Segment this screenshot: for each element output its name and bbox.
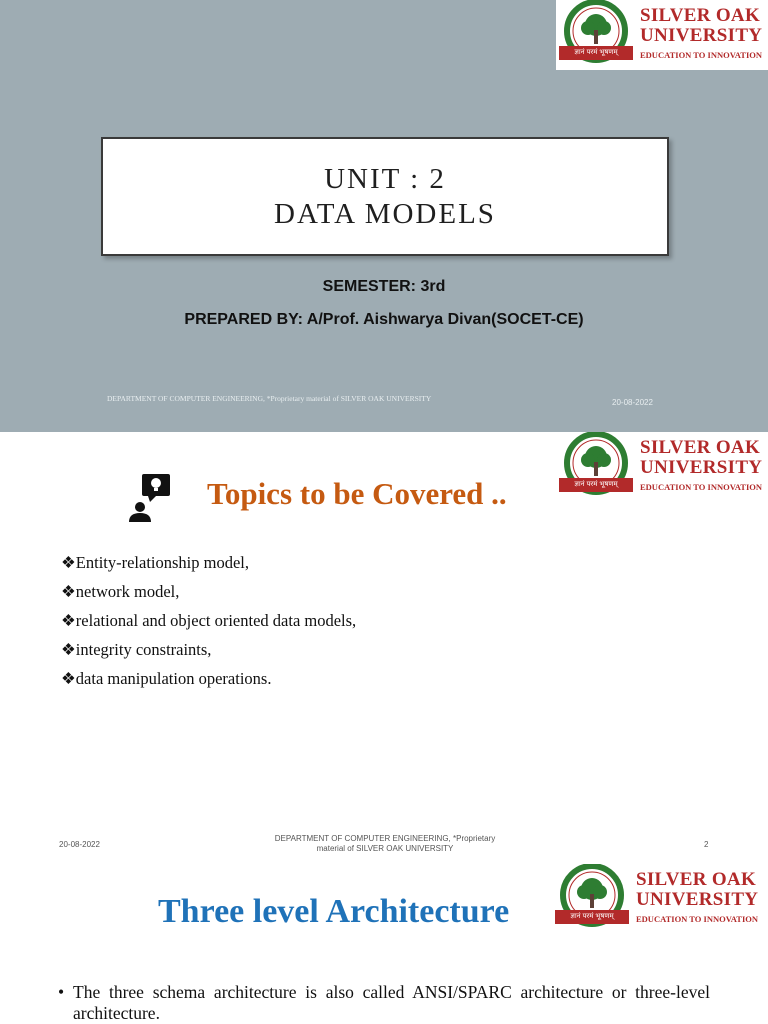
list-item: ❖integrity constraints,	[61, 640, 212, 659]
list-item: ❖network model,	[61, 582, 180, 601]
footer-date: 20-08-2022	[59, 840, 100, 849]
logo-name-line2: UNIVERSITY	[640, 25, 763, 46]
topics-title: Topics to be Covered ..	[207, 476, 507, 511]
bullet-marker: •	[58, 982, 65, 1002]
list-item: ❖data manipulation operations.	[61, 669, 272, 688]
footer-department: DEPARTMENT OF COMPUTER ENGINEERING, *Proprietary material of SILVER OAK UNIVERSITY	[274, 834, 496, 853]
prepared-by-label: PREPARED BY: A/Prof. Aishwarya Divan(SOCET-CE)	[184, 311, 584, 328]
logo-tagline: EDUCATION TO INNOVATION	[636, 914, 759, 924]
university-logo	[556, 0, 768, 70]
topic-title: DATA MODELS	[274, 198, 496, 230]
logo-name-line2: UNIVERSITY	[640, 457, 763, 478]
motto-ribbon: ज्ञानं परमं भूषणम्	[555, 910, 629, 924]
page-number: 2	[704, 840, 709, 849]
logo-name-line2: UNIVERSITY	[636, 889, 759, 910]
logo-tagline: EDUCATION TO INNOVATION	[640, 50, 763, 60]
logo-name-line1: SILVER OAK	[640, 5, 761, 26]
logo-tagline: EDUCATION TO INNOVATION	[640, 482, 763, 492]
list-item: ❖Entity-relationship model,	[61, 553, 250, 572]
footer-department: DEPARTMENT OF COMPUTER ENGINEERING, *Proprietary material of SILVER OAK UNIVERSITY	[107, 394, 432, 403]
motto-ribbon: ज्ञानं परमं भूषणम्	[559, 46, 633, 60]
footer-date: 20-08-2022	[612, 398, 653, 407]
unit-title: UNIT : 2	[324, 163, 446, 195]
title-slide	[0, 0, 768, 432]
bullet-paragraph	[58, 982, 710, 1024]
title-box	[101, 137, 669, 256]
architecture-title: Three level Architecture	[158, 893, 510, 930]
logo-name-line1: SILVER OAK	[640, 437, 761, 458]
university-logo	[556, 432, 768, 502]
topics-slide	[0, 432, 768, 862]
presenter-lightbulb-icon	[128, 474, 172, 524]
topics-list	[61, 548, 356, 693]
bullet-text: The three schema architecture is also called ANSI/SPARC architecture or three-level architecture.	[73, 982, 710, 1023]
architecture-slide	[0, 862, 768, 1024]
motto-ribbon: ज्ञानं परमं भूषणम्	[559, 478, 633, 492]
list-item: ❖relational and object oriented data models,	[61, 611, 357, 630]
semester-label: SEMESTER: 3rd	[322, 278, 446, 295]
logo-name-line1: SILVER OAK	[636, 869, 757, 890]
university-logo	[552, 864, 764, 934]
